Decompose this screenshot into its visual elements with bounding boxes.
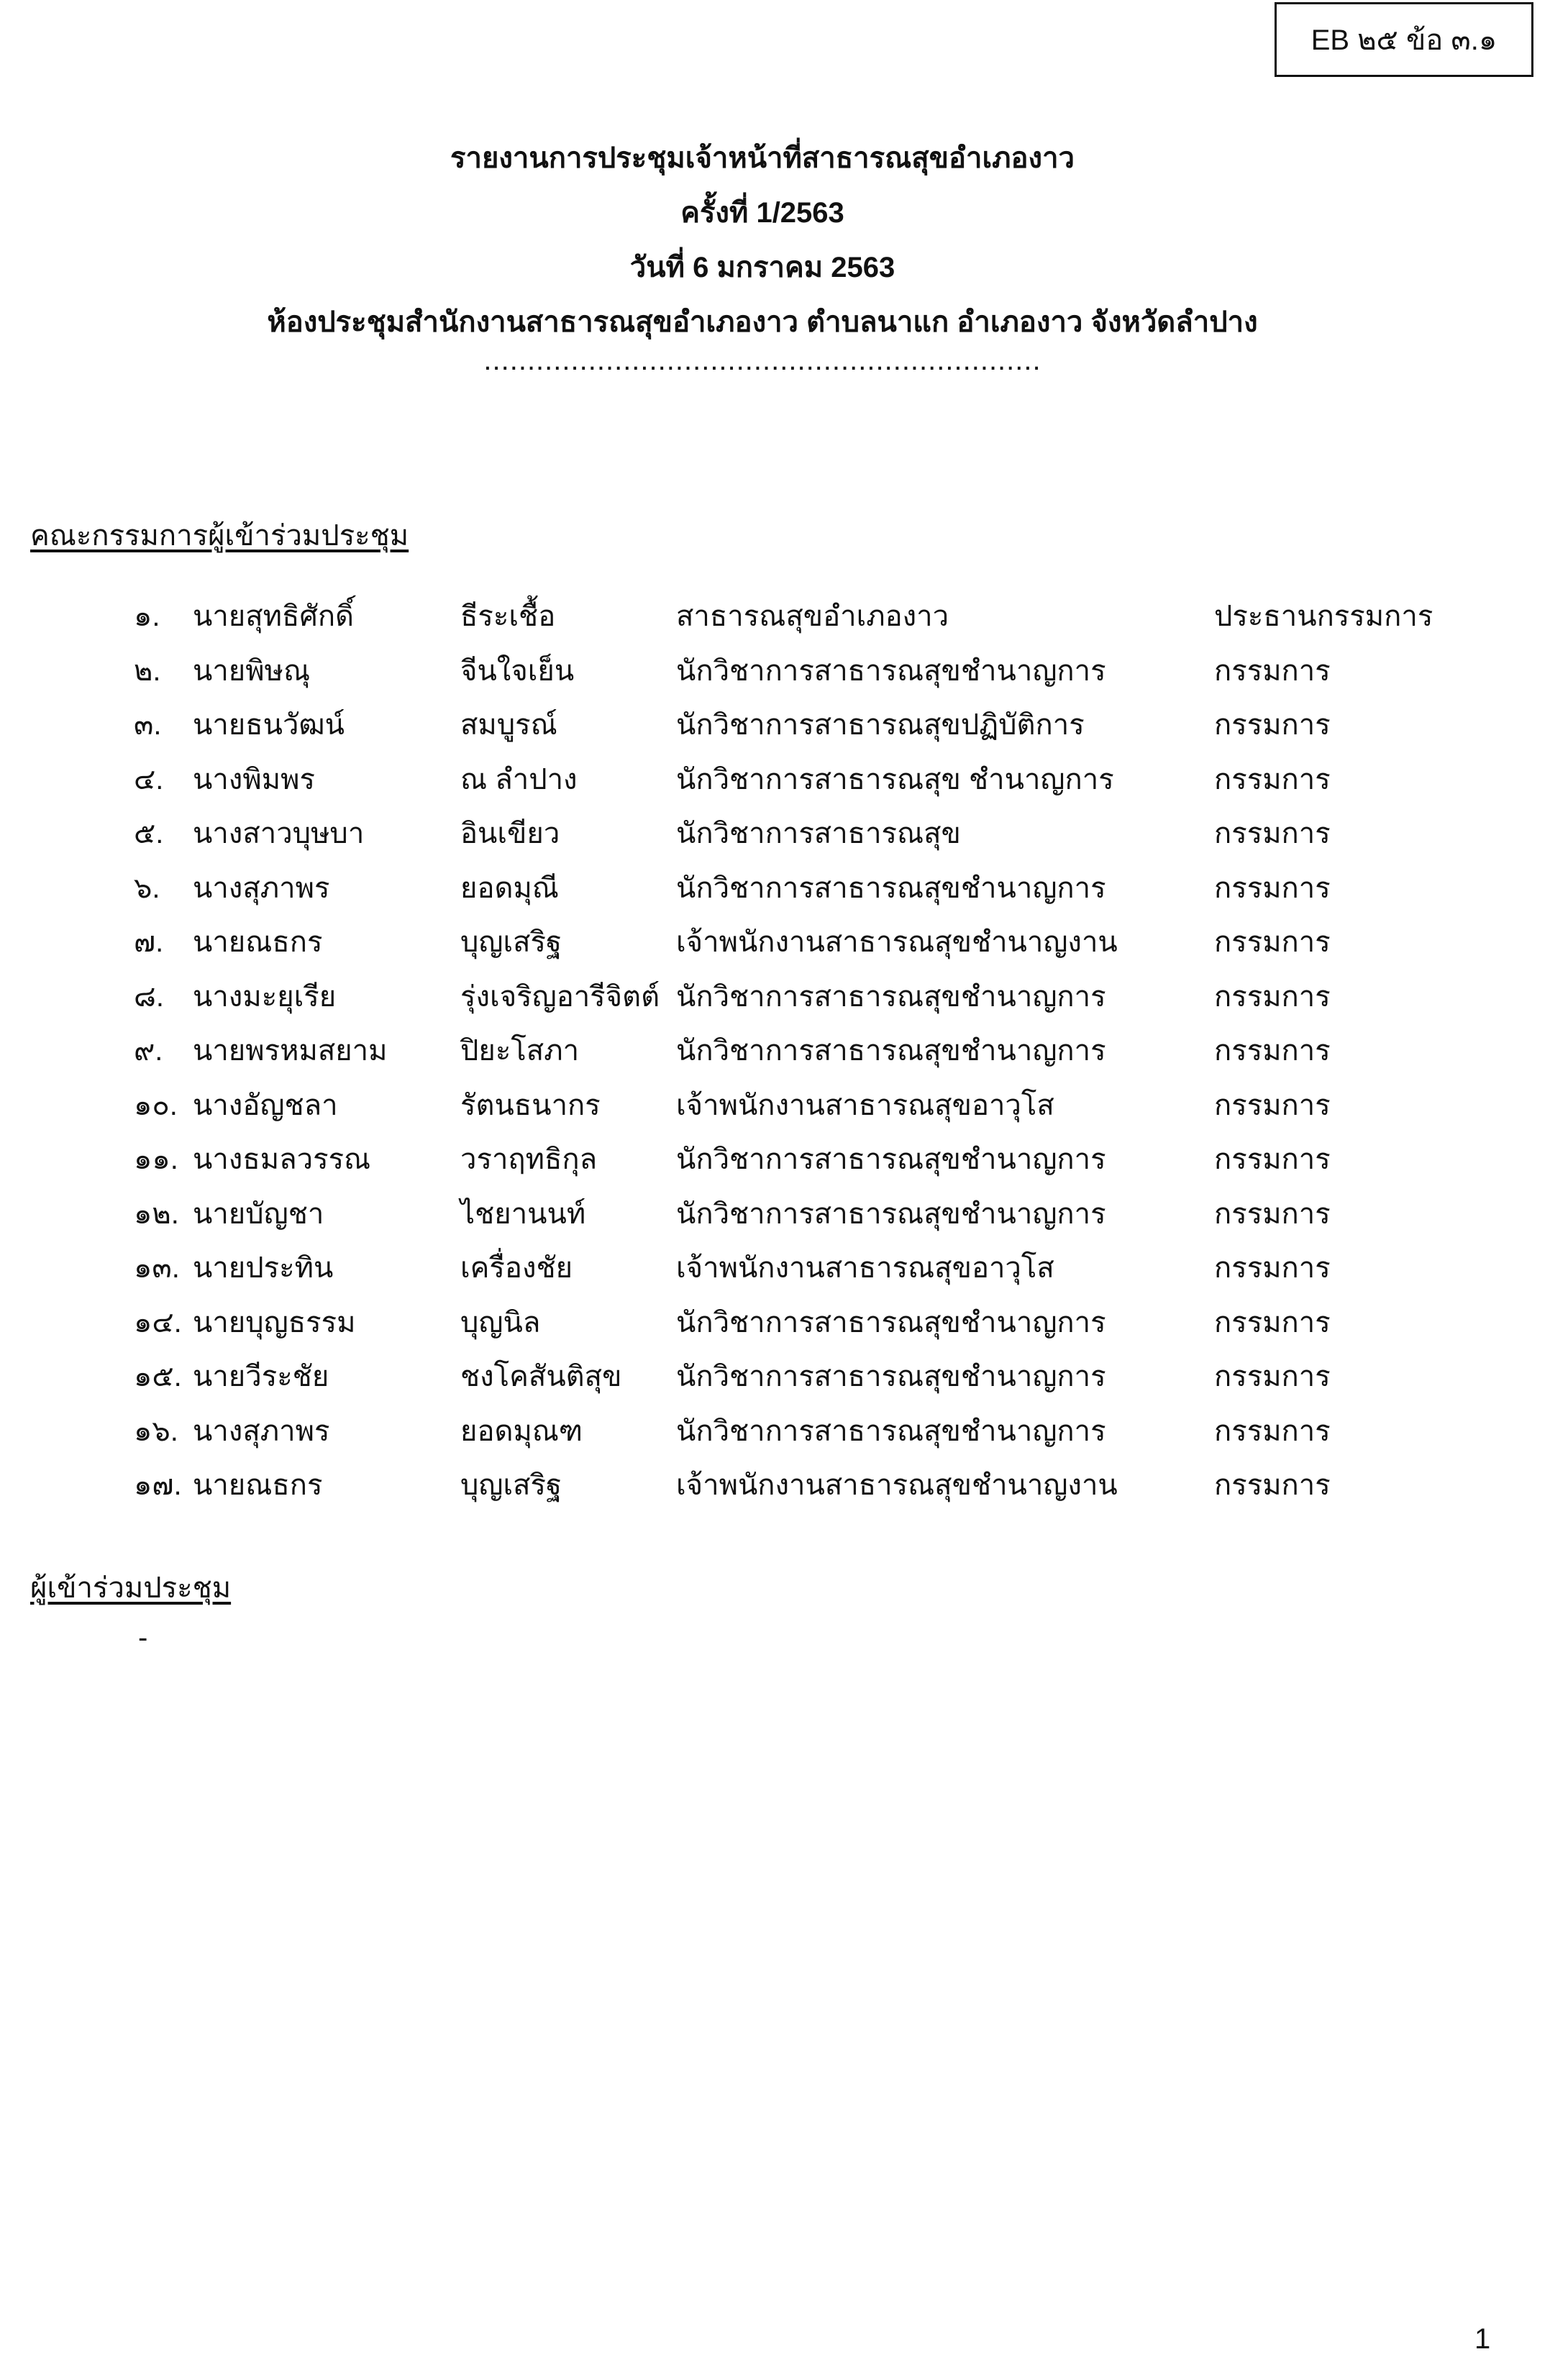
member-first-name: นายประทิน — [193, 1252, 334, 1284]
member-role: ประธานกรรมการ — [1214, 601, 1433, 632]
member-first-name: นายบุญธรรม — [193, 1306, 356, 1339]
member-number: ๑๖. — [134, 1415, 178, 1447]
member-first-name: นายธนวัฒน์ — [193, 709, 345, 741]
member-position: นักวิชาการสาธารณสุขชำนาญการ — [676, 1361, 1106, 1392]
member-position: นักวิชาการสาธารณสุข ชำนาญการ — [676, 763, 1114, 795]
committee-row — [0, 644, 1550, 699]
committee-row — [0, 753, 1550, 808]
member-number: ๑. — [134, 601, 160, 632]
member-position: เจ้าพนักงานสาธารณสุขอาวุโส — [676, 1252, 1054, 1284]
member-number: ๓. — [134, 709, 162, 741]
member-number: ๑๗. — [134, 1469, 182, 1501]
member-last-name: ยอดมุณี — [460, 872, 559, 904]
member-number: ๘. — [134, 980, 164, 1013]
member-last-name: ไชยานนท์ — [460, 1198, 586, 1230]
member-role: กรรมการ — [1214, 763, 1331, 795]
member-position: นักวิชาการสาธารณสุขชำนาญการ — [676, 1144, 1106, 1175]
committee-list — [0, 590, 1550, 1513]
member-number: ๔. — [134, 763, 164, 795]
member-role: กรรมการ — [1214, 926, 1331, 958]
member-number: ๑๐. — [134, 1089, 178, 1121]
member-number: ๖. — [134, 872, 160, 904]
member-role: กรรมการ — [1214, 655, 1331, 687]
member-position: นักวิชาการสาธารณสุขชำนาญการ — [676, 1415, 1106, 1447]
member-position: นักวิชาการสาธารณสุขชำนาญการ — [676, 1198, 1106, 1230]
member-last-name: บุญนิล — [460, 1306, 541, 1339]
member-role: กรรมการ — [1214, 1415, 1331, 1447]
member-first-name: นางพิมพร — [193, 763, 315, 795]
committee-row — [0, 807, 1550, 862]
member-last-name: บุญเสริฐ — [460, 926, 562, 958]
member-role: กรรมการ — [1214, 1198, 1331, 1230]
member-number: ๙. — [134, 1035, 163, 1067]
member-last-name: ปิยะโสภา — [460, 1035, 580, 1067]
member-last-name: จีนใจเย็น — [460, 655, 575, 687]
member-position: เจ้าพนักงานสาธารณสุขชำนาญงาน — [676, 926, 1118, 958]
committee-row — [0, 590, 1550, 644]
committee-row — [0, 862, 1550, 916]
member-role: กรรมการ — [1214, 1035, 1331, 1067]
committee-row — [0, 1459, 1550, 1513]
member-first-name: นายสุทธิศักดิ์ — [193, 601, 355, 632]
committee-row — [0, 698, 1550, 753]
page-number: 1 — [1474, 2323, 1491, 2355]
committee-row — [0, 1024, 1550, 1079]
member-last-name: สมบูรณ์ — [460, 709, 557, 741]
meeting-session: ครั้งที่ 1/2563 — [680, 197, 844, 229]
member-position: นักวิชาการสาธารณสุขชำนาญการ — [676, 872, 1106, 904]
member-position: เจ้าพนักงานสาธารณสุขชำนาญงาน — [676, 1469, 1118, 1501]
member-number: ๒. — [134, 655, 161, 687]
committee-row — [0, 1079, 1550, 1134]
document-reference-label: EB ๒๕ ข้อ ๓.๑ — [1310, 24, 1497, 56]
member-role: กรรมการ — [1214, 709, 1331, 741]
report-header — [0, 131, 1525, 386]
header-separator: ................................................................ — [483, 345, 1041, 376]
member-first-name: นายพรหมสยาม — [193, 1035, 388, 1067]
member-position: นักวิชาการสาธารณสุขปฏิบัติการ — [676, 709, 1085, 741]
member-last-name: ธีระเชื้อ — [460, 601, 556, 632]
member-role: กรรมการ — [1214, 818, 1331, 849]
member-number: ๑๔. — [134, 1306, 182, 1339]
meeting-location: ห้องประชุมสำนักงานสาธารณสุขอำเภองาว ตำบลนาแก อำเภองาว จังหวัดลำปาง — [267, 306, 1258, 338]
committee-row — [0, 1350, 1550, 1405]
member-first-name: นางสาวบุษบา — [193, 818, 365, 849]
member-first-name: นายบัญชา — [193, 1198, 324, 1230]
member-role: กรรมการ — [1214, 1089, 1331, 1121]
member-number: ๑๕. — [134, 1361, 182, 1392]
member-number: ๗. — [134, 926, 164, 958]
committee-row — [0, 1133, 1550, 1187]
member-last-name: บุญเสริฐ — [460, 1469, 562, 1501]
document-reference-box — [1275, 2, 1533, 77]
member-last-name: วราฤทธิกุล — [460, 1144, 598, 1175]
member-last-name: เครื่องชัย — [460, 1252, 573, 1284]
member-number: ๑๒. — [134, 1198, 179, 1230]
member-role: กรรมการ — [1214, 1469, 1331, 1501]
member-role: กรรมการ — [1214, 980, 1331, 1013]
member-last-name: ชงโคสันติสุข — [460, 1361, 622, 1392]
member-first-name: นางสุภาพร — [193, 1415, 330, 1447]
member-first-name: นายณธกร — [193, 1469, 323, 1501]
committee-row — [0, 1241, 1550, 1296]
member-first-name: นางมะยุเรีย — [193, 980, 337, 1013]
report-title: รายงานการประชุมเจ้าหน้าที่สาธารณสุขอำเภองาว — [450, 142, 1075, 174]
member-first-name: นายณธกร — [193, 926, 323, 958]
attendees-heading: ผู้เข้าร่วมประชุม — [30, 1572, 232, 1604]
attendees-value: - — [138, 1622, 148, 1654]
member-role: กรรมการ — [1214, 1306, 1331, 1339]
member-position: นักวิชาการสาธารณสุขชำนาญการ — [676, 1035, 1106, 1067]
member-first-name: นางธมลวรรณ — [193, 1144, 371, 1175]
member-position: สาธารณสุขอำเภองาว — [676, 601, 949, 632]
committee-row — [0, 1187, 1550, 1242]
member-position: นักวิชาการสาธารณสุขชำนาญการ — [676, 655, 1106, 687]
member-role: กรรมการ — [1214, 1144, 1331, 1175]
committee-row — [0, 1296, 1550, 1351]
member-position: เจ้าพนักงานสาธารณสุขอาวุโส — [676, 1089, 1054, 1121]
member-first-name: นางอัญชลา — [193, 1089, 338, 1121]
member-role: กรรมการ — [1214, 1252, 1331, 1284]
committee-heading: คณะกรรมการผู้เข้าร่วมประชุม — [30, 520, 409, 552]
member-last-name: ยอดมุณฑ — [460, 1415, 583, 1447]
member-first-name: นายพิษณุ — [193, 655, 311, 687]
member-last-name: รุ่งเจริญอารีจิตต์ — [460, 980, 660, 1013]
committee-row — [0, 1405, 1550, 1459]
member-number: ๑๑. — [134, 1144, 178, 1175]
member-first-name: นางสุภาพร — [193, 872, 330, 904]
member-number: ๑๓. — [134, 1252, 180, 1284]
member-first-name: นายวีระชัย — [193, 1361, 329, 1392]
member-last-name: ณ ลำปาง — [460, 763, 578, 795]
committee-row — [0, 970, 1550, 1025]
committee-row — [0, 916, 1550, 970]
member-last-name: อินเขียว — [460, 818, 560, 849]
member-position: นักวิชาการสาธารณสุข — [676, 818, 961, 849]
member-position: นักวิชาการสาธารณสุขชำนาญการ — [676, 1306, 1106, 1339]
meeting-date: วันที่ 6 มกราคม 2563 — [629, 252, 895, 283]
member-position: นักวิชาการสาธารณสุขชำนาญการ — [676, 980, 1106, 1013]
member-role: กรรมการ — [1214, 872, 1331, 904]
member-role: กรรมการ — [1214, 1361, 1331, 1392]
member-last-name: รัตนธนากร — [460, 1089, 601, 1121]
member-number: ๕. — [134, 818, 164, 849]
